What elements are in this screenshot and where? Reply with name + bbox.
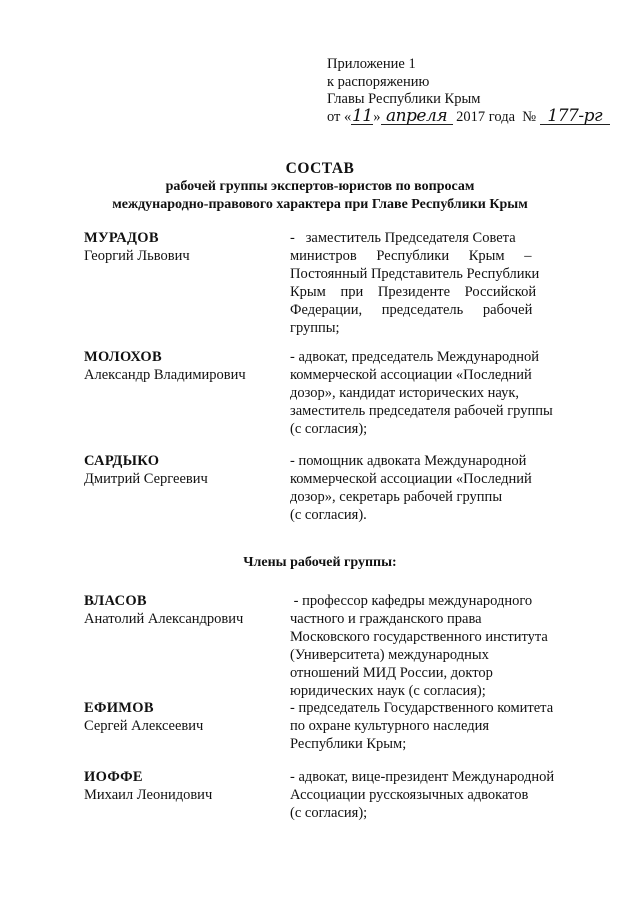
member-given-name: Михаил Леонидович [84, 787, 213, 803]
document-subtitle-2: международно-правового характера при Главе Республики Крым [112, 197, 528, 212]
member-surname: ВЛАСОВ [84, 593, 147, 609]
date-mid: » [373, 108, 381, 125]
members-heading: Члены рабочей группы: [243, 555, 397, 570]
appendix-line-1: Приложение 1 [327, 56, 416, 72]
role-line: Постоянный Представитель Республики [290, 266, 540, 282]
role-line: министров Республики Крым – [290, 248, 532, 264]
role-line: - профессор кафедры международного [290, 593, 533, 609]
document-title: СОСТАВ [285, 160, 355, 177]
appendix-line-3: Главы Республики Крым [327, 91, 481, 107]
role-line: Московского государственного института [290, 629, 548, 645]
handwritten-month: апреля [381, 109, 453, 125]
member-name [84, 348, 284, 384]
role-line: (с согласия); [290, 421, 368, 437]
member-given-name: Георгий Львович [84, 248, 190, 264]
role-line: (с согласия); [290, 805, 368, 821]
handwritten-number: 177-рг [540, 109, 610, 125]
member-surname: ЕФИМОВ [84, 700, 154, 716]
member-name [84, 452, 284, 488]
member-name [84, 768, 284, 804]
member-name [84, 229, 284, 265]
member-given-name: Дмитрий Сергеевич [84, 471, 208, 487]
member-role [290, 348, 580, 438]
member-given-name: Анатолий Александрович [84, 611, 244, 627]
role-line: отношений МИД России, доктор [290, 665, 493, 681]
role-line: - адвокат, председатель Международной [290, 349, 540, 365]
handwritten-day: 11 [351, 105, 373, 126]
document-subtitle-1: рабочей группы экспертов-юристов по вопросам [165, 179, 475, 194]
member-role [290, 452, 580, 524]
member-role [290, 699, 580, 753]
appendix-line-2: к распоряжению [327, 73, 430, 90]
role-line: юридических наук (с согласия); [290, 683, 486, 699]
member-role [290, 229, 580, 337]
role-line: Крым при Президенте Российской [290, 284, 537, 300]
member-surname: САРДЫКО [84, 453, 160, 469]
role-line: по охране культурного наследия [290, 718, 490, 734]
member-given-name: Сергей Алексеевич [84, 718, 204, 734]
member-role [290, 592, 580, 700]
role-line: - помощник адвоката Международной [290, 453, 527, 469]
role-line: - адвокат, вице-президент Международной [290, 769, 555, 785]
role-line: группы; [290, 320, 340, 336]
role-line: заместитель председателя рабочей группы [290, 403, 553, 419]
member-role [290, 768, 580, 822]
role-line: Ассоциации русскоязычных адвокатов [290, 787, 529, 803]
member-name [84, 592, 284, 628]
member-surname: МОЛОХОВ [84, 349, 162, 365]
appendix-date-line [327, 105, 627, 127]
member-surname: МУРАДОВ [84, 230, 159, 246]
role-line: дозор», кандидат исторических наук, [290, 385, 520, 401]
role-line: коммерческой ассоциации «Последний [290, 471, 532, 487]
appendix-block [327, 56, 627, 126]
role-line: коммерческой ассоциации «Последний [290, 367, 532, 383]
number-label: № [522, 108, 537, 125]
role-line: - председатель Государственного комитета [290, 700, 554, 716]
role-line: частного и гражданского права [290, 611, 482, 627]
member-name [84, 699, 284, 735]
date-prefix: от « [327, 108, 352, 125]
role-line: - заместитель Председателя Совета [290, 230, 516, 246]
role-line: дозор», секретарь рабочей группы [290, 489, 503, 505]
role-line: Федерации, председатель рабочей [290, 302, 533, 318]
role-line: Республики Крым; [290, 736, 407, 752]
role-line: (Университета) международных [290, 647, 489, 663]
member-given-name: Александр Владимирович [84, 367, 246, 383]
role-line: (с согласия). [290, 507, 367, 523]
member-surname: ИОФФЕ [84, 769, 143, 785]
date-year: 2017 года [456, 108, 516, 125]
